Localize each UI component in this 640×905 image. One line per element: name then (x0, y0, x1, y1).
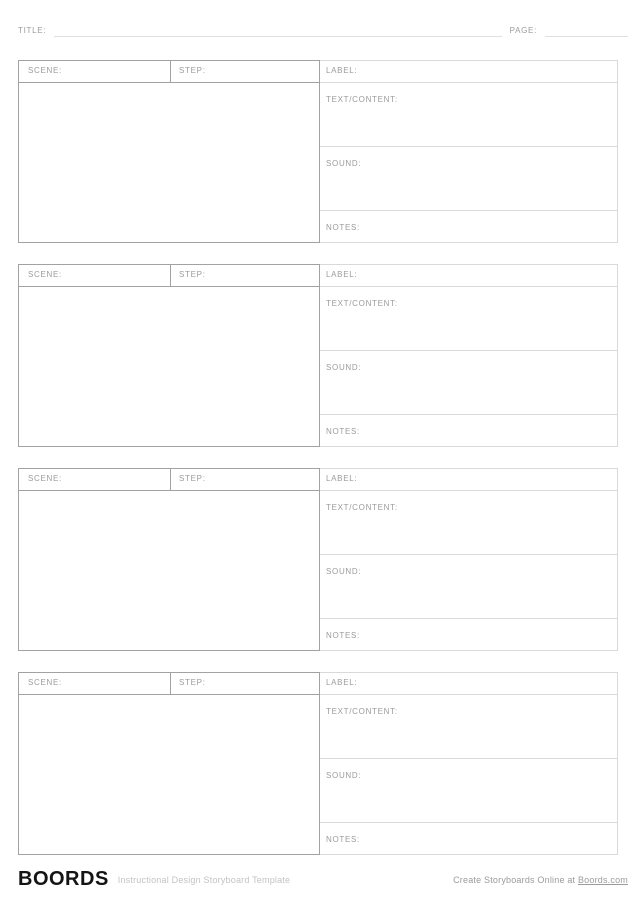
page-fill-line (545, 25, 628, 37)
details-panel (320, 468, 618, 651)
notes-label: NOTES: (326, 631, 360, 640)
sound-label: SOUND: (326, 363, 362, 372)
sound-row (320, 759, 617, 823)
sound-row (320, 351, 617, 415)
text-content-row (320, 287, 617, 351)
text-content-label: TEXT/CONTENT: (326, 707, 398, 716)
storyboard-section-1 (18, 60, 618, 243)
title-fill-line (54, 25, 501, 37)
notes-label: NOTES: (326, 835, 360, 844)
sound-row (320, 555, 617, 619)
step-label: STEP: (179, 677, 206, 687)
step-header-cell (171, 61, 319, 82)
text-content-row (320, 491, 617, 555)
scene-header-cell (19, 469, 171, 490)
boords-com-link[interactable]: Boords.com (577, 875, 628, 885)
text-content-row (320, 695, 617, 759)
scene-label: SCENE: (28, 677, 62, 687)
step-label: STEP: (179, 473, 206, 483)
frame-drawing-area (19, 83, 319, 242)
details-panel (320, 60, 618, 243)
notes-row (320, 211, 617, 242)
notes-row (320, 619, 617, 650)
frame-header (19, 469, 319, 491)
notes-label: NOTES: (326, 223, 360, 232)
frame-header (19, 673, 319, 695)
template-name-text: Instructional Design Storyboard Template (117, 875, 291, 885)
frame-box (18, 264, 320, 447)
notes-row (320, 823, 617, 854)
page-header (18, 22, 628, 37)
step-header-cell (171, 469, 319, 490)
storyboard-section-3 (18, 468, 618, 651)
frame-drawing-area (19, 287, 319, 446)
step-label: STEP: (179, 65, 206, 75)
step-header-cell (171, 673, 319, 694)
sound-label: SOUND: (326, 159, 362, 168)
label-label: LABEL: (326, 677, 358, 687)
sound-label: SOUND: (326, 771, 362, 780)
sound-row (320, 147, 617, 211)
frame-box (18, 672, 320, 855)
label-label: LABEL: (326, 473, 358, 483)
scene-label: SCENE: (28, 473, 62, 483)
frame-drawing-area (19, 491, 319, 650)
frame-box (18, 468, 320, 651)
frame-drawing-area (19, 695, 319, 854)
page-number-label: PAGE: (509, 26, 537, 35)
page-footer (18, 866, 628, 892)
notes-row (320, 415, 617, 446)
storyboard-section-4 (18, 672, 618, 855)
step-label: STEP: (179, 269, 206, 279)
label-label: LABEL: (326, 65, 358, 75)
scene-label: SCENE: (28, 269, 62, 279)
text-content-label: TEXT/CONTENT: (326, 503, 398, 512)
title-label: TITLE: (18, 26, 47, 35)
text-content-label: TEXT/CONTENT: (326, 95, 398, 104)
frame-header (19, 61, 319, 83)
scene-header-cell (19, 673, 171, 694)
label-row (320, 469, 617, 491)
footer-credit-text: Create Storyboards Online at (453, 875, 578, 885)
text-content-label: TEXT/CONTENT: (326, 299, 398, 308)
footer-credit (453, 873, 628, 885)
label-row (320, 265, 617, 287)
frame-header (19, 265, 319, 287)
storyboard-section-2 (18, 264, 618, 447)
label-label: LABEL: (326, 269, 358, 279)
notes-label: NOTES: (326, 427, 360, 436)
details-panel (320, 672, 618, 855)
step-header-cell (171, 265, 319, 286)
label-row (320, 673, 617, 695)
label-row (320, 61, 617, 83)
boords-logo: BOORDS (18, 868, 109, 890)
scene-header-cell (19, 61, 171, 82)
sound-label: SOUND: (326, 567, 362, 576)
details-panel (320, 264, 618, 447)
frame-box (18, 60, 320, 243)
scene-label: SCENE: (28, 65, 62, 75)
scene-header-cell (19, 265, 171, 286)
text-content-row (320, 83, 617, 147)
